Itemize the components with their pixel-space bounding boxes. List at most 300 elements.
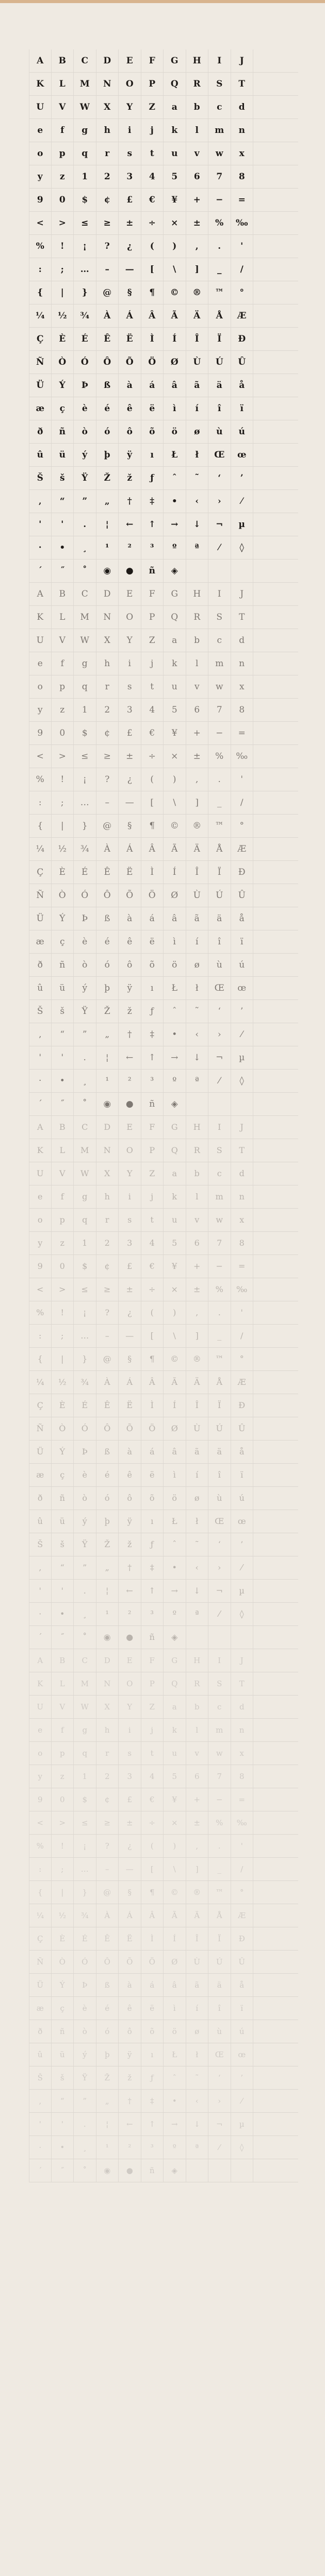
glyph-cell: ³	[141, 536, 164, 559]
glyph-cell: ↑	[141, 1046, 164, 1069]
glyph-cell: ï	[231, 397, 254, 420]
glyph-cell: þ	[96, 977, 119, 999]
glyph-cell: 3	[119, 1232, 141, 1255]
glyph-cell: å	[231, 374, 254, 397]
glyph-cell: H	[186, 1649, 209, 1672]
glyph-cell: ;	[52, 791, 74, 814]
glyph-cell: ˆ	[164, 2066, 186, 2089]
glyph-cell: ⁄	[231, 490, 254, 513]
glyph-cell: ï	[231, 1997, 254, 2020]
glyph-cell: Ã	[164, 304, 186, 327]
glyph-cell: Ñ	[29, 1951, 52, 1973]
glyph-cell: ƒ	[141, 1000, 164, 1023]
glyph-cell: ±	[186, 745, 209, 768]
glyph-cell: 0	[52, 1788, 74, 1811]
glyph-cell: ½	[52, 304, 74, 327]
glyph-cell: ¦	[96, 1046, 119, 1069]
glyph-cell: ç	[52, 397, 74, 420]
glyph-cell: v	[186, 1742, 209, 1765]
glyph-cell: $	[74, 722, 96, 744]
glyph-cell: †	[119, 1556, 141, 1579]
glyph-cell: Î	[186, 1927, 209, 1950]
glyph-cell: '	[29, 1580, 52, 1602]
glyph-cell: ö	[164, 954, 186, 976]
glyph-cell: {	[29, 815, 52, 837]
glyph-cell: ‚	[29, 2090, 52, 2112]
glyph-cell: ↓	[186, 513, 209, 536]
glyph-cell: ●	[119, 2159, 141, 2182]
glyph-cell: E	[119, 1116, 141, 1139]
glyph-cell: Ú	[208, 1951, 231, 1973]
glyph-cell: D	[96, 1116, 119, 1139]
glyph-cell: à	[119, 1440, 141, 1463]
glyph-cell: ´	[29, 560, 52, 582]
glyph-row	[29, 1788, 298, 1811]
glyph-cell: ó	[96, 1487, 119, 1510]
glyph-cell: µ	[231, 1580, 254, 1602]
glyph-cell: ¼	[29, 1371, 52, 1394]
glyph-cell: w	[208, 1209, 231, 1231]
glyph-cell: A	[29, 49, 52, 72]
glyph-cell: ö	[164, 2020, 186, 2043]
glyph-cell: o	[29, 1209, 52, 1231]
glyph-cell: ¸	[74, 1603, 96, 1625]
glyph-cell: ®	[186, 1881, 209, 1904]
glyph-cell: ù	[208, 420, 231, 443]
glyph-cell: r	[96, 675, 119, 698]
glyph-cell: “	[52, 1023, 74, 1046]
glyph-cell: Â	[141, 1371, 164, 1394]
glyph-cell: ˝	[52, 2159, 74, 2182]
glyph-cell: h	[96, 1185, 119, 1208]
glyph-cell: ×	[164, 1811, 186, 1834]
glyph-cell: í	[186, 397, 209, 420]
glyph-cell: ◊	[231, 536, 254, 559]
glyph-cell: V	[52, 629, 74, 652]
glyph-row	[29, 652, 298, 675]
glyph-cell: <	[29, 745, 52, 768]
glyph-cell: K	[29, 606, 52, 629]
glyph-cell	[208, 1626, 231, 1649]
glyph-cell: R	[186, 73, 209, 95]
glyph-cell: J	[231, 583, 254, 605]
glyph-cell: ÿ	[119, 977, 141, 999]
glyph-cell: ž	[119, 1533, 141, 1556]
glyph-cell: Û	[231, 884, 254, 907]
glyph-cell: µ	[231, 1046, 254, 1069]
glyph-cell: W	[74, 629, 96, 652]
glyph-cell: Æ	[231, 1371, 254, 1394]
glyph-cell: ˚	[74, 2159, 96, 2182]
glyph-cell: Â	[141, 838, 164, 860]
glyph-cell: →	[164, 2113, 186, 2136]
glyph-cell: '	[52, 1580, 74, 1602]
glyph-cell: –	[96, 1858, 119, 1880]
glyph-cell: ◉	[96, 1626, 119, 1649]
glyph-cell: •	[164, 1556, 186, 1579]
glyph-cell: Š	[29, 1533, 52, 1556]
glyph-cell: i	[119, 652, 141, 675]
glyph-cell: ƒ	[141, 2066, 164, 2089]
glyph-cell: €	[141, 722, 164, 744]
glyph-cell: ±	[119, 1278, 141, 1301]
glyph-cell: œ	[231, 444, 254, 466]
glyph-row	[29, 189, 298, 212]
glyph-cell: /	[231, 1858, 254, 1880]
glyph-cell: ™	[208, 1881, 231, 1904]
glyph-row	[29, 1301, 298, 1325]
glyph-cell: ±	[186, 1278, 209, 1301]
glyph-cell: À	[96, 838, 119, 860]
glyph-row	[29, 281, 298, 304]
glyph-cell: Ó	[74, 1417, 96, 1440]
glyph-cell: Í	[164, 1927, 186, 1950]
glyph-cell: Œ	[208, 444, 231, 466]
glyph-cell: 9	[29, 189, 52, 211]
glyph-cell: Î	[186, 328, 209, 350]
glyph-cell: ↑	[141, 2113, 164, 2136]
glyph-cell: ô	[119, 420, 141, 443]
glyph-row	[29, 1835, 298, 1858]
glyph-cell	[208, 1093, 231, 1115]
glyph-cell: U	[29, 629, 52, 652]
glyph-cell: i	[119, 1719, 141, 1741]
glyph-cell: ◉	[96, 2159, 119, 2182]
glyph-row	[29, 351, 298, 374]
glyph-cell: '	[29, 1046, 52, 1069]
glyph-row	[29, 1603, 298, 1626]
glyph-cell: ú	[231, 1487, 254, 1510]
glyph-cell: ð	[29, 1487, 52, 1510]
glyph-cell: u	[164, 1742, 186, 1765]
glyph-cell: ‚	[29, 490, 52, 513]
glyph-cell: å	[231, 1974, 254, 1996]
glyph-cell: H	[186, 49, 209, 72]
glyph-cell: É	[74, 1927, 96, 1950]
glyph-cell: ÿ	[119, 2043, 141, 2066]
glyph-row	[29, 1464, 298, 1487]
glyph-cell: K	[29, 1139, 52, 1162]
glyph-cell: Ž	[96, 467, 119, 489]
glyph-cell: ]	[186, 1325, 209, 1347]
glyph-cell: <	[29, 1811, 52, 1834]
glyph-row	[29, 142, 298, 165]
glyph-cell: |	[52, 815, 74, 837]
glyph-cell: Ù	[186, 1951, 209, 1973]
glyph-cell: x	[231, 675, 254, 698]
glyph-cell: /	[231, 258, 254, 281]
glyph-cell: Œ	[208, 1510, 231, 1533]
glyph-cell: ◉	[96, 560, 119, 582]
glyph-cell: D	[96, 1649, 119, 1672]
glyph-cell: k	[164, 119, 186, 142]
glyph-cell: ≤	[74, 212, 96, 234]
glyph-cell: G	[164, 583, 186, 605]
glyph-cell: >	[52, 212, 74, 234]
glyph-cell: Ö	[141, 1417, 164, 1440]
glyph-cell: ä	[208, 1974, 231, 1996]
glyph-cell: õ	[141, 420, 164, 443]
glyph-cell: D	[96, 583, 119, 605]
glyph-cell: ¹	[96, 2136, 119, 2159]
glyph-cell: á	[141, 1440, 164, 1463]
glyph-cell: Á	[119, 1371, 141, 1394]
glyph-cell: )	[164, 768, 186, 791]
glyph-cell: 8	[231, 699, 254, 721]
glyph-cell: ¶	[141, 1881, 164, 1904]
glyph-cell: A	[29, 583, 52, 605]
glyph-cell: ≥	[96, 745, 119, 768]
glyph-cell	[231, 1626, 254, 1649]
glyph-cell: 4	[141, 699, 164, 721]
glyph-row	[29, 560, 298, 583]
glyph-cell: Ï	[208, 328, 231, 350]
glyph-cell: x	[231, 1209, 254, 1231]
glyph-cell: …	[74, 791, 96, 814]
glyph-cell: €	[141, 189, 164, 211]
glyph-cell: ë	[141, 1997, 164, 2020]
glyph-cell: ž	[119, 467, 141, 489]
glyph-cell: '	[231, 1301, 254, 1324]
glyph-cell: ≥	[96, 1278, 119, 1301]
glyph-cell: _	[208, 258, 231, 281]
glyph-cell: ◈	[164, 1093, 186, 1115]
glyph-cell: —	[119, 1325, 141, 1347]
glyph-cell: n	[231, 119, 254, 142]
glyph-cell: Ý	[52, 1974, 74, 1996]
glyph-cell: ó	[96, 954, 119, 976]
glyph-cell: Y	[119, 1696, 141, 1718]
glyph-row	[29, 1765, 298, 1788]
glyph-cell: ò	[74, 954, 96, 976]
glyph-row	[29, 1023, 298, 1046]
glyph-cell: q	[74, 1742, 96, 1765]
glyph-cell: j	[141, 1185, 164, 1208]
glyph-cell: ç	[52, 1997, 74, 2020]
glyph-cell: ì	[164, 397, 186, 420]
glyph-cell: ú	[231, 954, 254, 976]
glyph-cell: N	[96, 606, 119, 629]
glyph-cell: ¼	[29, 838, 52, 860]
glyph-cell: r	[96, 1742, 119, 1765]
glyph-cell: Å	[208, 1371, 231, 1394]
glyph-cell: 3	[119, 1765, 141, 1788]
glyph-cell: ?	[96, 1835, 119, 1857]
glyph-row	[29, 1278, 298, 1301]
glyph-row	[29, 2113, 298, 2136]
glyph-cell: ‹	[186, 490, 209, 513]
glyph-cell: ç	[52, 930, 74, 953]
glyph-cell: ˝	[52, 1093, 74, 1115]
glyph-cell: _	[208, 791, 231, 814]
glyph-cell: ›	[208, 1023, 231, 1046]
glyph-row	[29, 235, 298, 258]
glyph-cell: Å	[208, 838, 231, 860]
glyph-cell: ,	[186, 1835, 209, 1857]
glyph-cell: >	[52, 1278, 74, 1301]
glyph-cell: ‰	[231, 1278, 254, 1301]
glyph-row	[29, 1185, 298, 1209]
glyph-cell: Ç	[29, 328, 52, 350]
glyph-row	[29, 606, 298, 629]
glyph-cell: ²	[119, 2136, 141, 2159]
glyph-cell: ↓	[186, 2113, 209, 2136]
glyph-cell: à	[119, 907, 141, 930]
glyph-cell: ¢	[96, 1788, 119, 1811]
glyph-cell: w	[208, 142, 231, 165]
glyph-cell: $	[74, 189, 96, 211]
glyph-cell: ˆ	[164, 1533, 186, 1556]
glyph-cell: ¿	[119, 1835, 141, 1857]
glyph-cell: :	[29, 791, 52, 814]
glyph-cell: •	[164, 1023, 186, 1046]
glyph-cell: ö	[164, 1487, 186, 1510]
glyph-cell: +	[186, 189, 209, 211]
glyph-row	[29, 745, 298, 768]
glyph-cell: f	[52, 652, 74, 675]
glyph-cell: ¬	[208, 1580, 231, 1602]
glyph-cell: ÷	[141, 745, 164, 768]
glyph-cell: O	[119, 1139, 141, 1162]
glyph-cell: Ó	[74, 884, 96, 907]
glyph-cell: ô	[119, 1487, 141, 1510]
glyph-cell: z	[52, 1232, 74, 1255]
glyph-cell: /	[231, 1325, 254, 1347]
glyph-cell: M	[74, 1139, 96, 1162]
glyph-cell: ‹	[186, 1023, 209, 1046]
glyph-cell: þ	[96, 444, 119, 466]
glyph-cell: Z	[141, 1696, 164, 1718]
glyph-cell: t	[141, 675, 164, 698]
glyph-cell: Í	[164, 861, 186, 884]
glyph-cell: ”	[74, 490, 96, 513]
glyph-cell: Ú	[208, 1417, 231, 1440]
glyph-cell: U	[29, 1696, 52, 1718]
glyph-cell: ¥	[164, 722, 186, 744]
glyph-cell: Í	[164, 328, 186, 350]
glyph-cell: @	[96, 281, 119, 304]
glyph-cell: ß	[96, 1974, 119, 1996]
glyph-cell: l	[186, 652, 209, 675]
glyph-cell: .	[74, 513, 96, 536]
glyph-cell: o	[29, 675, 52, 698]
glyph-cell: ←	[119, 1580, 141, 1602]
glyph-cell: %	[208, 745, 231, 768]
glyph-cell: ”	[74, 1023, 96, 1046]
glyph-cell: Ô	[96, 884, 119, 907]
glyph-cell: ›	[208, 490, 231, 513]
glyph-cell: %	[29, 235, 52, 258]
glyph-cell: Æ	[231, 304, 254, 327]
glyph-cell: ‰	[231, 745, 254, 768]
glyph-row	[29, 1927, 298, 1951]
glyph-cell: •	[164, 490, 186, 513]
glyph-cell: p	[52, 675, 74, 698]
glyph-cell: µ	[231, 513, 254, 536]
glyph-cell: ê	[119, 1997, 141, 2020]
glyph-cell: Q	[164, 73, 186, 95]
glyph-cell: ¾	[74, 304, 96, 327]
glyph-row	[29, 815, 298, 838]
glyph-cell: B	[52, 1649, 74, 1672]
glyph-cell: +	[186, 1788, 209, 1811]
glyph-cell: “	[52, 1556, 74, 1579]
glyph-cell: Ù	[186, 1417, 209, 1440]
glyph-cell: T	[231, 1672, 254, 1695]
glyph-cell: ð	[29, 954, 52, 976]
glyph-cell: ³	[141, 1603, 164, 1625]
glyph-cell: h	[96, 1719, 119, 1741]
glyph-cell: k	[164, 1719, 186, 1741]
glyph-cell: §	[119, 1881, 141, 1904]
glyph-cell: Z	[141, 96, 164, 118]
glyph-cell: ±	[119, 745, 141, 768]
glyph-cell: ł	[186, 977, 209, 999]
glyph-cell: Q	[164, 1672, 186, 1695]
glyph-cell: F	[141, 583, 164, 605]
glyph-cell: Ł	[164, 2043, 186, 2066]
glyph-cell: }	[74, 1348, 96, 1370]
glyph-cell: ½	[52, 1904, 74, 1927]
glyph-cell: N	[96, 1139, 119, 1162]
glyph-cell: 7	[208, 699, 231, 721]
glyph-cell: Û	[231, 1951, 254, 1973]
glyph-cell: S	[208, 73, 231, 95]
glyph-cell: ²	[119, 1070, 141, 1092]
glyph-cell: ı	[141, 1510, 164, 1533]
glyph-cell: A	[29, 1649, 52, 1672]
glyph-row	[29, 1046, 298, 1070]
glyph-cell: R	[186, 1139, 209, 1162]
glyph-cell: –	[96, 791, 119, 814]
glyph-row	[29, 1951, 298, 1974]
glyph-cell: ¿	[119, 235, 141, 258]
glyph-cell: Ë	[119, 1927, 141, 1950]
glyph-cell: C	[74, 49, 96, 72]
glyph-cell: Ã	[164, 838, 186, 860]
glyph-cell: ç	[52, 1464, 74, 1486]
glyph-cell: œ	[231, 977, 254, 999]
glyph-cell: Ä	[186, 1904, 209, 1927]
glyph-row	[29, 1139, 298, 1162]
glyph-cell: º	[164, 1603, 186, 1625]
glyph-cell: f	[52, 1185, 74, 1208]
glyph-cell: '	[231, 235, 254, 258]
glyph-cell: Ã	[164, 1904, 186, 1927]
glyph-cell: Ý	[52, 374, 74, 397]
glyph-cell: ?	[96, 235, 119, 258]
glyph-cell: Á	[119, 838, 141, 860]
glyph-cell: Y	[119, 629, 141, 652]
glyph-cell: 6	[186, 1232, 209, 1255]
glyph-cell: ¥	[164, 1255, 186, 1278]
glyph-cell: Õ	[119, 1951, 141, 1973]
glyph-cell: Â	[141, 1904, 164, 1927]
glyph-cell: š	[52, 1000, 74, 1023]
glyph-cell	[186, 1093, 209, 1115]
glyph-cell: 1	[74, 1232, 96, 1255]
glyph-row	[29, 1533, 298, 1556]
glyph-cell: @	[96, 815, 119, 837]
glyph-cell: }	[74, 281, 96, 304]
glyph-cell: S	[208, 606, 231, 629]
glyph-cell: A	[29, 1116, 52, 1139]
glyph-cell: è	[74, 1997, 96, 2020]
glyph-cell: Š	[29, 2066, 52, 2089]
glyph-cell: →	[164, 1046, 186, 1069]
glyph-cell: →	[164, 1580, 186, 1602]
glyph-cell: ı	[141, 977, 164, 999]
